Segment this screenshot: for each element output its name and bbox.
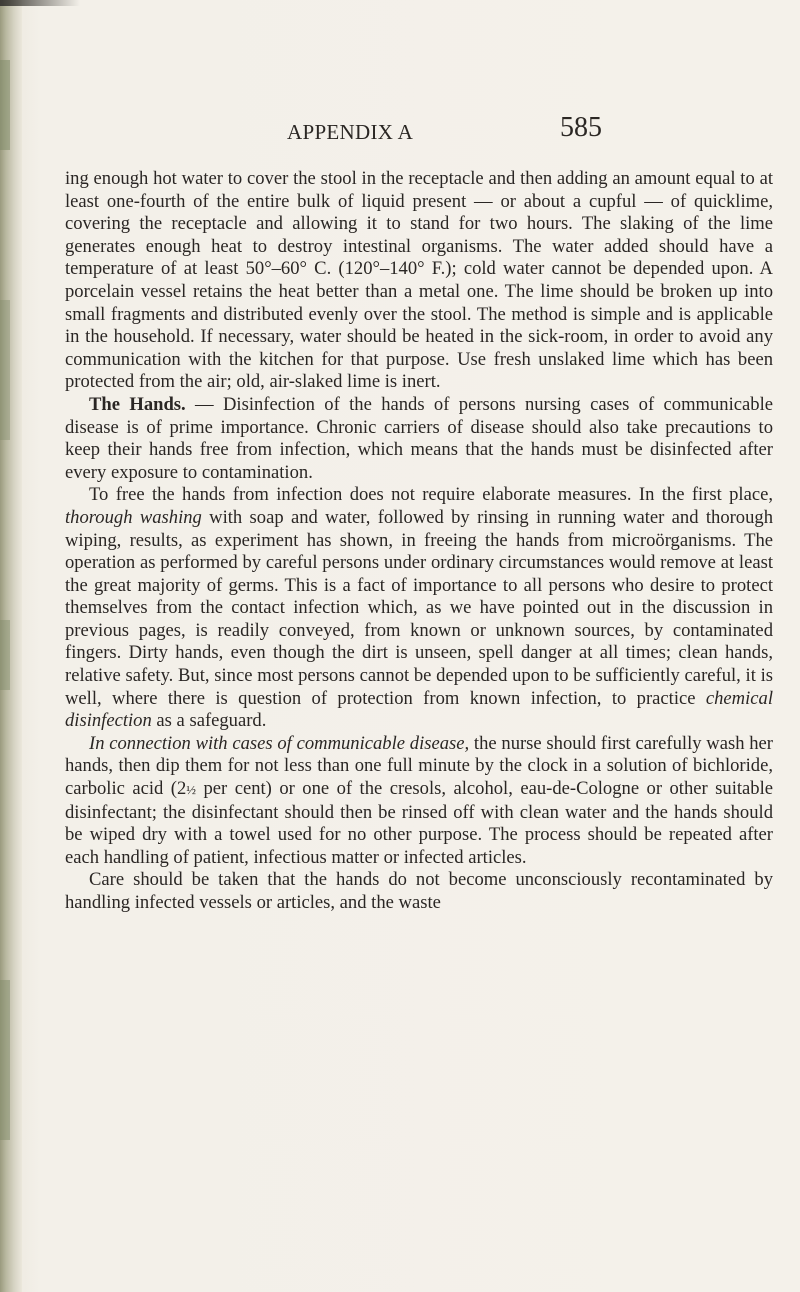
paragraph [65,394,773,484]
paragraph-text: the nurse should first carefully wash her hands, then dip them for not less than one full minute by the clock in a solution of bichloride, carbolic acid (2 [65,732,773,800]
paragraph-text: as a safeguard. [151,710,267,732]
fraction-text: ½ [186,782,197,798]
paragraph [65,733,773,870]
paragraph-text: per cent) or one of the cresols, alcohol, eau-de-Cologne or other suitable disinfectant; the disinfectant should then be rinsed off with clean water and the hands should be wiped dry with a towel used for no other purpose. The process should be repeated after each handling of patient, infectious matter or infected articles. [65,778,773,868]
binding-stain [0,620,10,690]
section-run-head: The Hands. [89,393,186,415]
paragraph-text: To free the hands from infection does not require elaborate measures. In the first place, [89,484,773,506]
paragraph [65,484,773,733]
binding-stain [0,300,10,440]
paragraph-text: Care should be taken that the hands do not become unconsciously recontaminated by handling infected vessels or articles, and the waste [65,869,773,913]
paragraph [65,869,773,914]
page-binding-edge [0,0,22,1292]
paragraph [65,168,773,394]
emphasis-text: In connection with cases of communicable disease, [89,732,470,754]
page-header [0,92,800,144]
paragraph-text: with soap and water, followed by rinsing in running water and thorough wiping, results, as experiment has shown, in freeing the hands from microörganisms. The operation as performed by careful persons under ordinary circumstances would remove at least the great majority of germs. This is a fact of importance to all persons who desire to protect themselves from the contact infection which, as we have pointed out in the discussion in previous pages, is readily conveyed, from known or unknown sources, by contaminated fingers. Dirty hands, even though the dirt is unseen, spell danger at all times; clean hands, relative safety. But, since most persons cannot be depended upon to be sufficiently careful, it is well, where there is question of protection from known infection, to practice [65,506,773,709]
page-number: 585 [560,112,602,143]
running-head: APPENDIX A [287,120,414,144]
binding-stain [0,980,10,1140]
paragraph-text: — Disinfection of the hands of persons nursing cases of communicable disease is of prime importance. Chronic carriers of disease should also take precautions to keep their hands free from infection, which means that the hands must be disinfected after every exposure to contamination. [65,393,773,483]
paragraph-text: ing enough hot water to cover the stool in the receptacle and then adding an amount equal to at least one-fourth of the entire bulk of liquid present — or about a cupful — of quicklime, covering the receptacle and allowing it to stand for two hours. The slaking of the lime generates enough heat to destroy intestinal organisms. The water added should have a temperature of at least 50°–60° C. (120°–140° F.); cold water cannot be depended upon. A porcelain vessel retains the heat better than a metal one. The lime should be broken up into small fragments and distributed evenly over the stool. The method is simple and is applicable in the household. If necessary, water should be heated in the sick-room, in order to avoid any communication with the kitchen for that purpose. Use fresh unslaked lime which has been protected from the air; old, air-slaked lime is inert. [65,168,773,393]
emphasis-text: chemical disinfection [65,687,773,732]
body-text [65,168,773,915]
emphasis-text: thorough washing [65,506,202,528]
corner-shadow [0,0,80,6]
